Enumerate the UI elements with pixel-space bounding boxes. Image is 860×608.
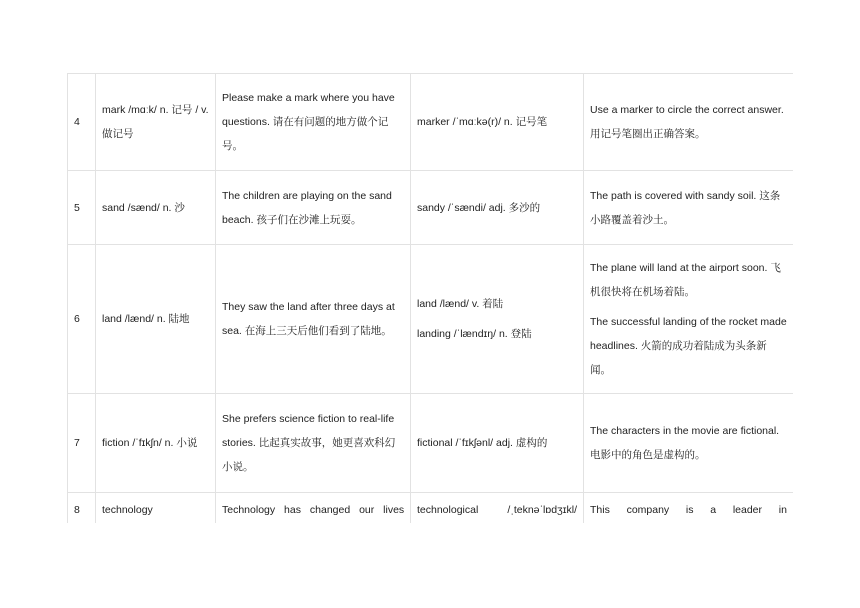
example-sentence: They saw the land after three days at sea. 在海上三天后他们看到了陆地。 [216,245,411,394]
derivative-example-word: This [590,504,610,516]
derivative-example-word: company [626,504,670,516]
derivative-example [584,394,794,493]
row-number: 7 [68,394,96,493]
vocabulary-table [67,73,793,523]
table-row [68,245,794,394]
table-row [68,493,794,524]
row-number: 4 [68,74,96,171]
derivative-word: land /lænd/ v. 着陆 [417,298,504,310]
derivative-example-sentence: The successful landing of the rocket made headlines. 火箭的成功着陆成为头条新闻。 [590,316,787,376]
row-number: 8 [68,493,96,524]
derivative-entry [411,171,584,245]
derivative-word: marker /ˈmɑːkə(r)/ n. 记号笔 [417,116,548,128]
example-sentence: The children are playing on the sand beach. 孩子们在沙滩上玩耍。 [216,171,411,245]
word-entry: land /lænd/ n. 陆地 [96,245,216,394]
derivative-entry [411,74,584,171]
derivative-example-word: is [685,504,694,516]
derivative-word: sandy /ˈsændi/ adj. 多沙的 [417,201,541,214]
example-sentence-text: Technology has changed our lives [222,504,405,516]
derivative-phonetic: /ˌteknəˈlɒdʒɪkl/ [507,504,577,516]
table-row [68,394,794,493]
row-number: 5 [68,171,96,245]
derivative-entry [411,245,584,394]
derivative-example-word: a [710,504,717,516]
derivative-example-word: in [778,504,787,516]
derivative-example [584,493,794,524]
word-entry: technology [96,493,216,524]
example-sentence: Please make a mark where you have questions. 请在有问题的地方做个记号。 [216,74,411,171]
word-entry: mark /mɑːk/ n. 记号 / v. 做记号 [96,74,216,171]
derivative-word: technological [417,504,479,516]
derivative-word: fictional /ˈfɪkʃənl/ adj. 虚构的 [417,437,548,449]
example-sentence [216,493,411,524]
derivative-example-word: leader [732,504,763,516]
derivative-example-sentence: Use a marker to circle the correct answer. 用记号笔圈出正确答案。 [590,104,784,140]
word-entry: fiction /ˈfɪkʃn/ n. 小说 [96,394,216,493]
derivative-entry [411,394,584,493]
row-number: 6 [68,245,96,394]
derivative-example-sentence: The plane will land at the airport soon. 飞机很快将在机场着陆。 [590,262,781,298]
word-entry: sand /sænd/ n. 沙 [96,171,216,245]
derivative-example-sentence: The characters in the movie are fictional. 电影中的角色是虚构的。 [590,425,780,461]
derivative-example [584,74,794,171]
derivative-example [584,171,794,245]
derivative-word: landing /ˈlændɪŋ/ n. 登陆 [417,328,532,340]
table-row [68,171,794,245]
derivative-example-sentence: The path is covered with sandy soil. 这条小路覆盖着沙土。 [590,189,781,226]
table-row [68,74,794,171]
derivative-entry [411,493,584,524]
vocabulary-table-page [67,73,793,523]
example-sentence: She prefers science fiction to real-life stories. 比起真实故事，她更喜欢科幻小说。 [216,394,411,493]
derivative-example [584,245,794,394]
